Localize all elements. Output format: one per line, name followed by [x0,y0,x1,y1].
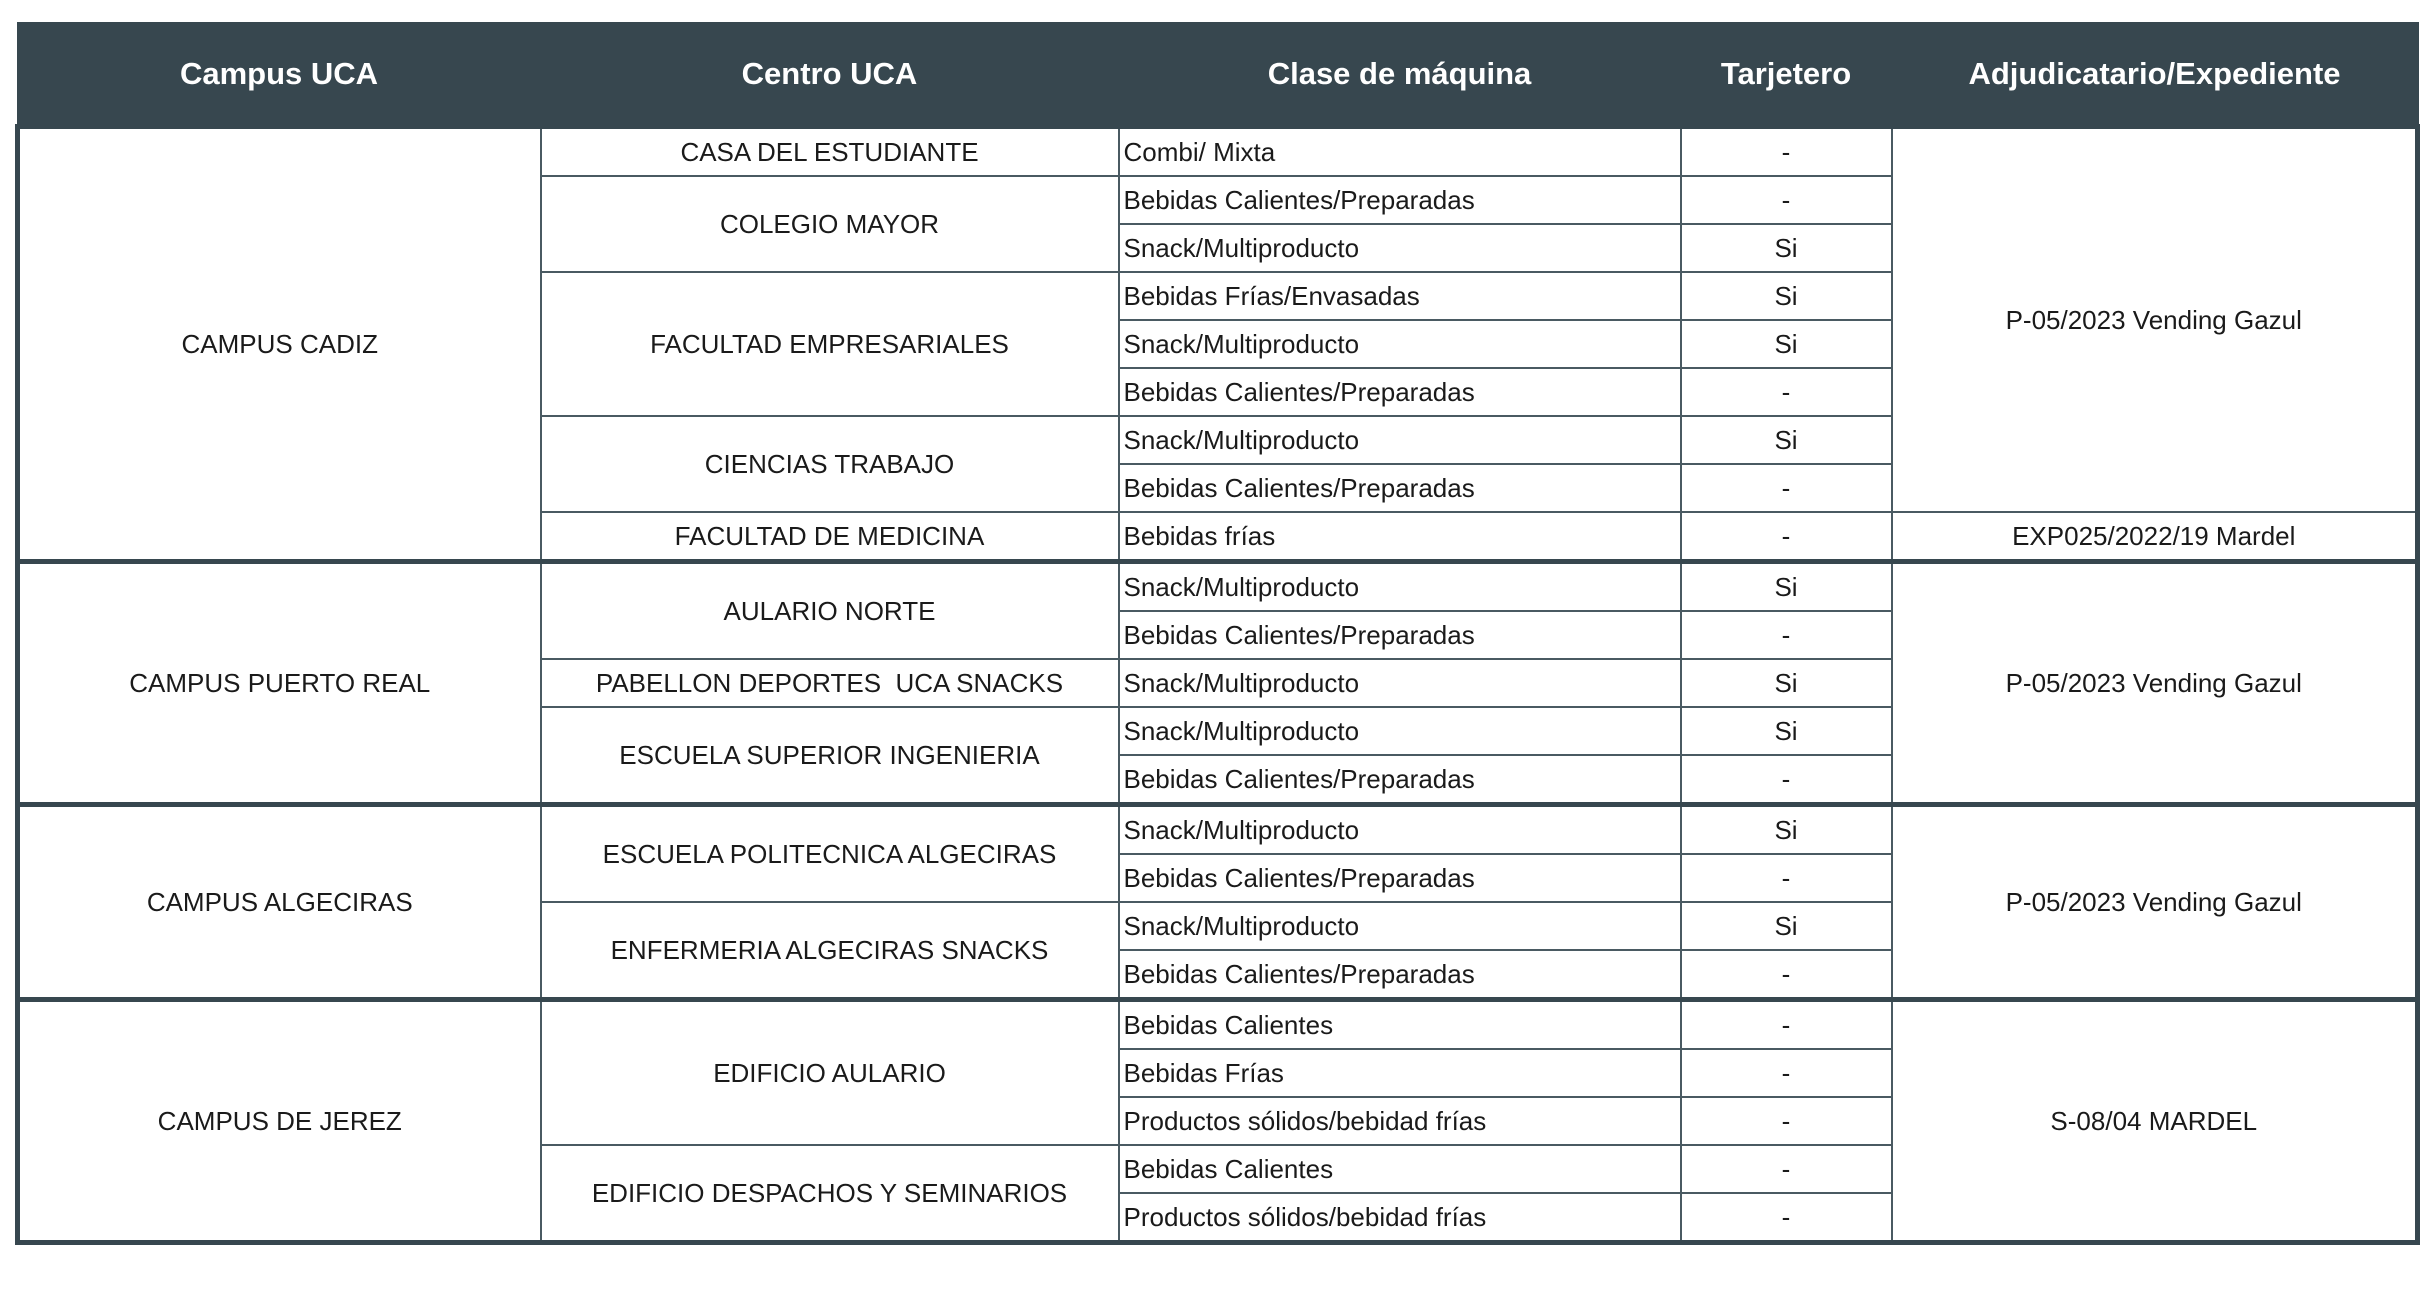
tarjetero-cell: - [1681,950,1892,1000]
adjudicatario-cell: P-05/2023 Vending Gazul [1892,805,2418,1000]
clase-cell: Snack/Multiproducto [1119,902,1681,950]
clase-cell: Bebidas Calientes [1119,1000,1681,1050]
clase-cell: Productos sólidos/bebidad frías [1119,1097,1681,1145]
clase-cell: Bebidas Calientes/Preparadas [1119,854,1681,902]
header-tarjetero: Tarjetero [1681,23,1892,127]
tarjetero-cell: - [1681,1097,1892,1145]
tarjetero-cell: - [1681,1145,1892,1193]
tarjetero-cell: - [1681,755,1892,805]
table-row [18,562,2418,612]
clase-cell: Snack/Multiproducto [1119,659,1681,707]
tarjetero-cell: Si [1681,805,1892,855]
campus-cell: CAMPUS CADIZ [18,127,541,562]
adjudicatario-cell: EXP025/2022/19 Mardel [1892,512,2418,562]
adjudicatario-cell: P-05/2023 Vending Gazul [1892,562,2418,805]
centro-cell: ESCUELA POLITECNICA ALGECIRAS [541,805,1119,903]
centro-cell: ESCUELA SUPERIOR INGENIERIA [541,707,1119,805]
tarjetero-cell: - [1681,464,1892,512]
clase-cell: Bebidas Frías [1119,1049,1681,1097]
tarjetero-cell: Si [1681,902,1892,950]
campus-cell: CAMPUS PUERTO REAL [18,562,541,805]
table-row [18,127,2418,177]
tarjetero-cell: Si [1681,320,1892,368]
adjudicatario-cell: S-08/04 MARDEL [1892,1000,2418,1243]
centro-cell: ENFERMERIA ALGECIRAS SNACKS [541,902,1119,1000]
clase-cell: Bebidas Calientes/Preparadas [1119,368,1681,416]
clase-cell: Snack/Multiproducto [1119,320,1681,368]
centro-cell: PABELLON DEPORTES UCA SNACKS [541,659,1119,707]
vending-table-container [15,22,2415,1245]
tarjetero-cell: - [1681,127,1892,177]
tarjetero-cell: - [1681,1049,1892,1097]
tarjetero-cell: - [1681,512,1892,562]
tarjetero-cell: Si [1681,659,1892,707]
tarjetero-cell: Si [1681,224,1892,272]
clase-cell: Combi/ Mixta [1119,127,1681,177]
centro-cell: COLEGIO MAYOR [541,176,1119,272]
campus-cell: CAMPUS ALGECIRAS [18,805,541,1000]
clase-cell: Snack/Multiproducto [1119,224,1681,272]
clase-cell: Snack/Multiproducto [1119,562,1681,612]
vending-machines-table [15,22,2420,1245]
clase-cell: Productos sólidos/bebidad frías [1119,1193,1681,1243]
centro-cell: EDIFICIO AULARIO [541,1000,1119,1146]
campus-cell: CAMPUS DE JEREZ [18,1000,541,1243]
centro-cell: CIENCIAS TRABAJO [541,416,1119,512]
table-header-row [18,23,2418,127]
tarjetero-cell: - [1681,176,1892,224]
table-row [18,1000,2418,1050]
centro-cell: CASA DEL ESTUDIANTE [541,127,1119,177]
header-adjudicatario: Adjudicatario/Expediente [1892,23,2418,127]
header-clase: Clase de máquina [1119,23,1681,127]
table-row [18,805,2418,855]
tarjetero-cell: - [1681,368,1892,416]
header-centro: Centro UCA [541,23,1119,127]
centro-cell: FACULTAD DE MEDICINA [541,512,1119,562]
clase-cell: Snack/Multiproducto [1119,805,1681,855]
clase-cell: Bebidas Calientes/Preparadas [1119,755,1681,805]
clase-cell: Bebidas Calientes/Preparadas [1119,176,1681,224]
centro-cell: AULARIO NORTE [541,562,1119,660]
tarjetero-cell: - [1681,611,1892,659]
header-campus: Campus UCA [18,23,541,127]
clase-cell: Snack/Multiproducto [1119,707,1681,755]
centro-cell: FACULTAD EMPRESARIALES [541,272,1119,416]
tarjetero-cell: - [1681,1000,1892,1050]
tarjetero-cell: Si [1681,562,1892,612]
adjudicatario-cell: P-05/2023 Vending Gazul [1892,127,2418,513]
clase-cell: Bebidas Calientes/Preparadas [1119,464,1681,512]
tarjetero-cell: Si [1681,707,1892,755]
clase-cell: Bebidas Frías/Envasadas [1119,272,1681,320]
clase-cell: Snack/Multiproducto [1119,416,1681,464]
clase-cell: Bebidas frías [1119,512,1681,562]
clase-cell: Bebidas Calientes [1119,1145,1681,1193]
tarjetero-cell: Si [1681,272,1892,320]
tarjetero-cell: Si [1681,416,1892,464]
clase-cell: Bebidas Calientes/Preparadas [1119,950,1681,1000]
tarjetero-cell: - [1681,1193,1892,1243]
centro-cell: EDIFICIO DESPACHOS Y SEMINARIOS [541,1145,1119,1243]
tarjetero-cell: - [1681,854,1892,902]
clase-cell: Bebidas Calientes/Preparadas [1119,611,1681,659]
